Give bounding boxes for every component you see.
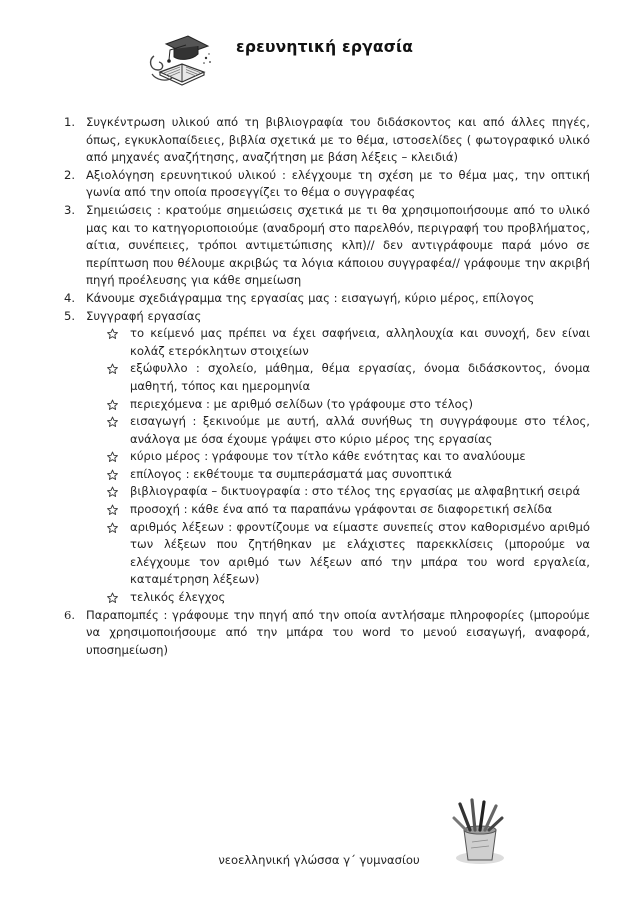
item-number: 6. (64, 607, 76, 622)
sublist-text: εξώφυλλο : σχολείο, μάθημα, θέμα εργασίας, όνομα διδάσκοντος, όνομα μαθητή, τόπος και ημερομηνία (130, 361, 590, 393)
footer-text: νεοελληνική γλώσσα γ΄ γυμνασίου (218, 853, 420, 867)
item-text: Συγγραφή εργασίας (86, 308, 202, 323)
star-outline-icon (106, 416, 119, 428)
sublist-item (106, 589, 590, 607)
sublist-text: επίλογος : εκθέτουμε τα συμπεράσματά μας συνοπτικά (130, 466, 452, 481)
sublist-item (106, 466, 590, 484)
sublist-text: τελικός έλεγχος (130, 590, 226, 605)
sublist-item (106, 483, 590, 501)
star-outline-icon (106, 399, 119, 411)
sublist-item (106, 519, 590, 589)
sublist-text: κύριο μέρος : γράφουμε τον τίτλο κάθε ενότητας και το αναλύουμε (130, 449, 526, 464)
star-outline-icon (106, 451, 119, 463)
sublist-item (106, 325, 590, 360)
star-outline-icon (106, 504, 119, 516)
list-item (64, 290, 590, 308)
list-item (64, 607, 590, 660)
document-title: ερευνητική εργασία (236, 38, 414, 56)
sublist-text: αριθμός λέξεων : φροντίζουμε να είμαστε συνεπείς στον καθορισμένο αριθμό των λέξεων που ζητήθηκαν με ελάχιστες παρεκκλίσεις (μπορούμε να ελέγχουμε τον αριθμό των λέξεων από την μπάρα του word εργαλεία, καταμέτρηση λέξεων) (130, 519, 590, 587)
sublist-item (106, 448, 590, 466)
steps-list (64, 114, 590, 659)
sublist-item (106, 360, 590, 395)
sublist-text: προσοχή : κάθε ένα από τα παραπάνω γράφονται σε διαφορετική σελίδα (130, 502, 553, 517)
sublist-item (106, 501, 590, 519)
item-number: 1. (64, 115, 76, 129)
list-item (64, 202, 590, 290)
list-item (64, 308, 590, 607)
sublist-text: το κείμενό μας πρέπει να έχει σαφήνεια, αλληλουχία και συνοχή, δεν είναι κολάζ ετερόκλητων στοιχείων (130, 326, 590, 358)
item-number: 4. (64, 290, 76, 305)
star-outline-icon (106, 592, 119, 604)
star-outline-icon (106, 363, 119, 375)
document-body (64, 114, 590, 659)
item-text: Κάνουμε σχεδιάγραμμα της εργασίας μας : εισαγωγή, κύριο μέρος, επίλογος (86, 290, 535, 305)
graduation-cap-book-icon (146, 30, 218, 88)
sublist-item (106, 413, 590, 448)
item-text: Παραπομπές : γράφουμε την πηγή από την οποία αντλήσαμε πληροφορίες (μπορούμε να χρησιμοποιήσουμε από την μπάρα του word το μενού εισαγωγή, αναφορά, υποσημείωση) (86, 607, 590, 657)
item-text: Σημειώσεις : κρατούμε σημειώσεις σχετικά με τι θα χρησιμοποιήσουμε από το υλικό μας και το κατηγοριοποιούμε (αναδρομή στο παρελθόν, περιγραφή του προβλήματος, αίτια, συνέπειες, τρόποι αντιμετώπισης κλπ)// δεν αντιγράφουμε παρά μόνο σε περίπτωση που θέλουμε ακριβώς τα λόγια κάποιου συγγραφέα// γράφουμε την ακριβή πηγή προέλευσης για κάθε σημείωση (86, 202, 590, 288)
sublist-text: βιβλιογραφία – δικτυογραφία : στο τέλος της εργασίας με αλφαβητική σειρά (130, 484, 581, 499)
star-outline-icon (106, 469, 119, 481)
item-number: 2. (64, 167, 76, 182)
list-item (64, 114, 590, 167)
item-number: 5. (64, 308, 76, 323)
list-item (64, 167, 590, 202)
sublist-text: εισαγωγή : ξεκινούμε με αυτή, αλλά συνήθως τη συγγράφουμε στο τέλος, ανάλογα με όσα έχουμε γράψει στο κύριο μέρος της εργασίας (130, 414, 590, 446)
star-outline-icon (106, 522, 119, 534)
sublist-text: περιεχόμενα : με αριθμό σελίδων (το γράφουμε στο τέλος) (130, 396, 474, 411)
sublist-item (106, 396, 590, 414)
star-outline-icon (106, 486, 119, 498)
star-outline-icon (106, 328, 119, 340)
item-number: 3. (64, 202, 76, 217)
item-text: Αξιολόγηση ερευνητικού υλικού : ελέγχουμε τη σχέση με το θέμα μας, την οπτική γωνία από την οποία προσεγγίζει το θέμα ο συγγραφέας (86, 167, 590, 200)
writing-sublist (86, 325, 590, 607)
item-text: Συγκέντρωση υλικού από τη βιβλιογραφία του διδάσκοντος και από άλλες πηγές, όπως, εγκυκλοπαίδειες, βιβλία σχετικά με το θέμα, ιστοσελίδες ( φωτογραφικό υλικό από μηχανές αναζήτησης, αναζήτηση με βάση λέξεις – κλειδιά) (86, 115, 590, 165)
